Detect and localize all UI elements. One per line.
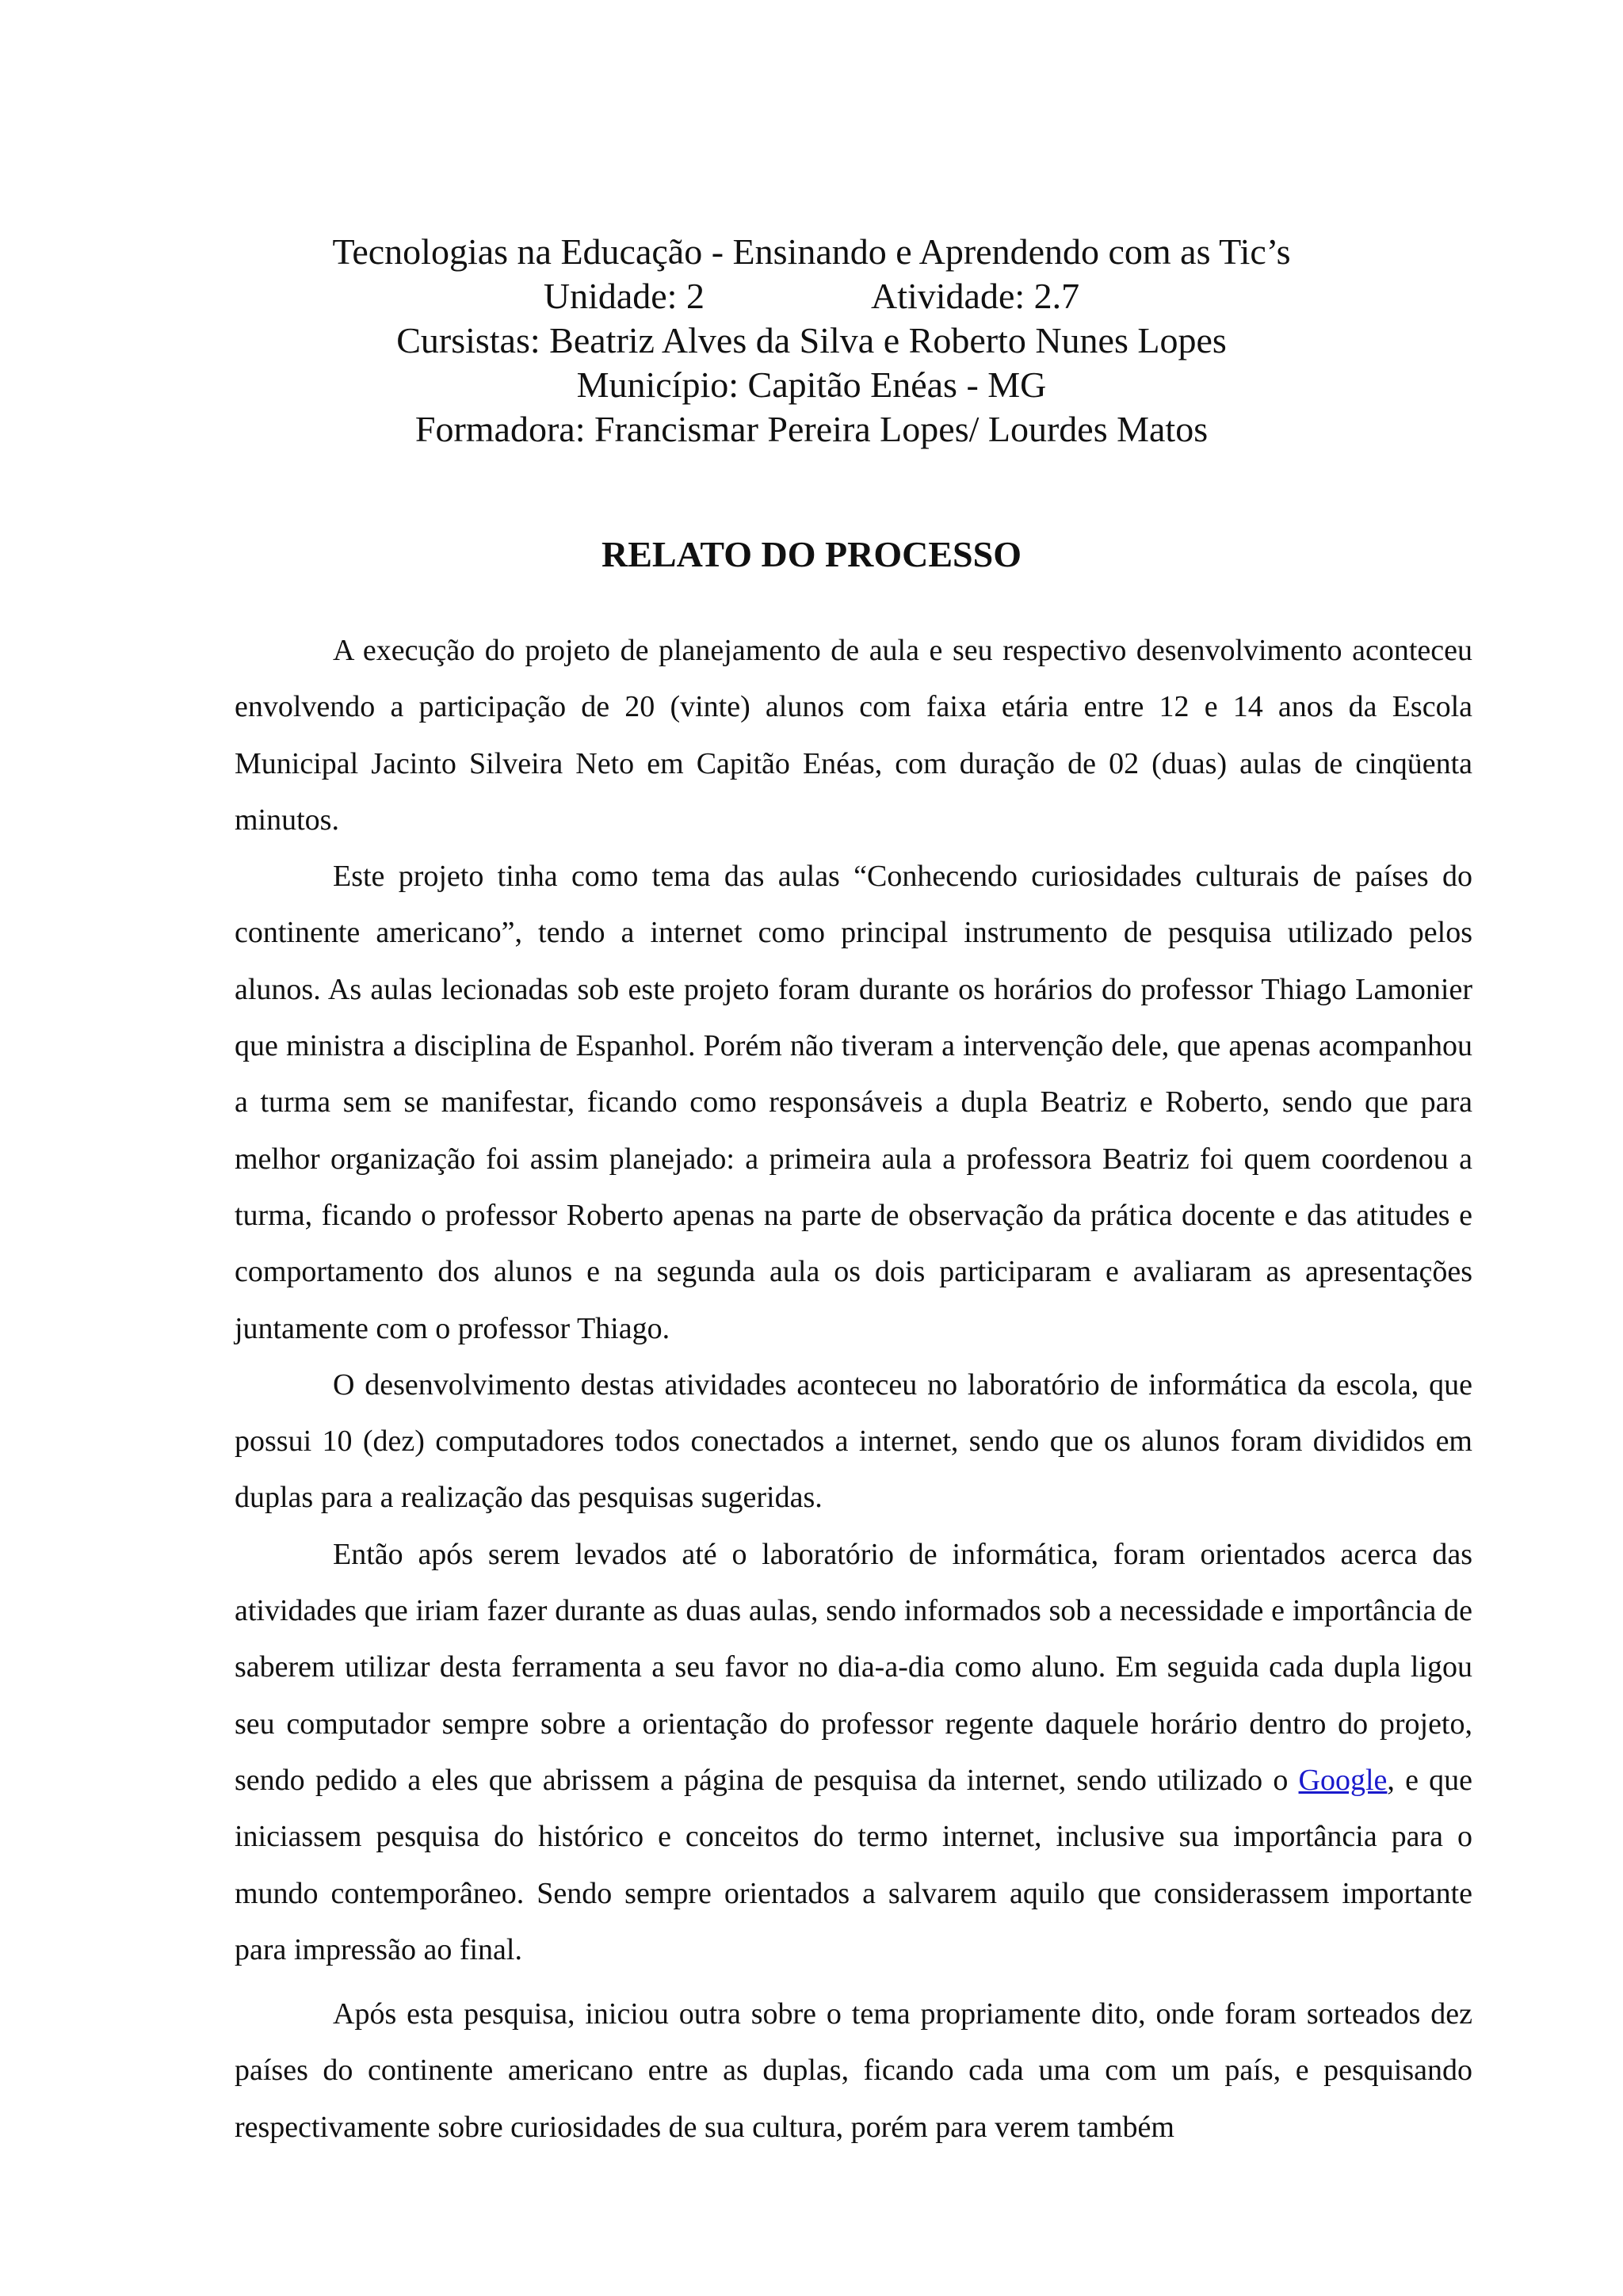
- paragraph-5: Após esta pesquisa, iniciou outra sobre o tema propriamente dito, onde foram sorteados dez países do continente americano entre as duplas, ficando cada uma com um país, e pesquisando respectivamente sobre curiosidades de sua cultura, porém para verem também: [235, 1997, 1472, 2144]
- students-line: Cursistas: Beatriz Alves da Silva e Roberto Nunes Lopes: [396, 320, 1227, 360]
- unit-label: Unidade: 2: [543, 276, 705, 316]
- document-body: [235, 623, 1472, 2156]
- document-title: RELATO DO PROCESSO: [601, 534, 1022, 574]
- google-link[interactable]: Google: [1298, 1763, 1388, 1797]
- paragraph-4: [235, 1527, 1472, 1978]
- paragraph-4-text-end: , e que iniciassem pesquisa do histórico e conceitos do termo internet, inclusive sua importância para o mundo contemporâneo. Sendo sempre orientados a salvarem aquilo que considerassem importante para impressão ao final.: [235, 1763, 1473, 1966]
- course-title: Tecnologias na Educação - Ensinando e Aprendendo com as Tic’s: [332, 231, 1291, 272]
- paragraph-3: O desenvolvimento destas atividades aconteceu no laboratório de informática da escola, que possui 10 (dez) computadores todos conectados a internet, sendo que os alunos foram divididos em duplas para a realização das pesquisas sugeridas.: [235, 1367, 1472, 1515]
- activity-label: Atividade: 2.7: [870, 276, 1080, 316]
- document-header: [0, 230, 1623, 452]
- paragraph-1: A execução do projeto de planejamento de aula e seu respectivo desenvolvimento aconteceu envolvendo a participação de 20 (vinte) alunos com faixa etária entre 12 e 14 anos da Escola Municipal Jacinto Silveira Neto em Capitão Enéas, com duração de 02 (duas) aulas de cinqüenta minutos.: [235, 634, 1472, 837]
- trainers-line: Formadora: Francismar Pereira Lopes/ Lourdes Matos: [414, 409, 1209, 449]
- paragraph-4-text-start: Então após serem levados até o laboratório de informática, foram orientados acerca das atividades que iriam fazer durante as duas aulas, sendo informados sob a necessidade e importância de saberem utilizar desta ferramenta a seu favor no dia-a-dia como aluno. Em seguida cada dupla ligou seu computador sempre sobre a orientação do professor regente daquele horário dentro do projeto, sendo pedido a eles que abrissem a página de pesquisa da internet, sendo utilizado o: [235, 1537, 1472, 1797]
- unit-activity-line: [0, 274, 1623, 318]
- municipality-line: Município: Capitão Enéas - MG: [576, 364, 1047, 405]
- paragraph-2: Este projeto tinha como tema das aulas “Conhecendo curiosidades culturais de países do continente americano”, tendo a internet como principal instrumento de pesquisa utilizado pelos alunos. As aulas lecionadas sob este projeto foram durante os horários do professor Thiago Lamonier que ministra a disciplina de Espanhol. Porém não tiveram a intervenção dele, que apenas acompanhou a turma sem se manifestar, ficando como responsáveis a dupla Beatriz e Roberto, sendo que para melhor organização foi assim planejado: a primeira aula a professora Beatriz foi quem coordenou a turma, ficando o professor Roberto apenas na parte de observação da prática docente e das atitudes e comportamento dos alunos e na segunda aula os dois participaram e avaliaram as apresentações juntamente com o professor Thiago.: [235, 860, 1472, 1345]
